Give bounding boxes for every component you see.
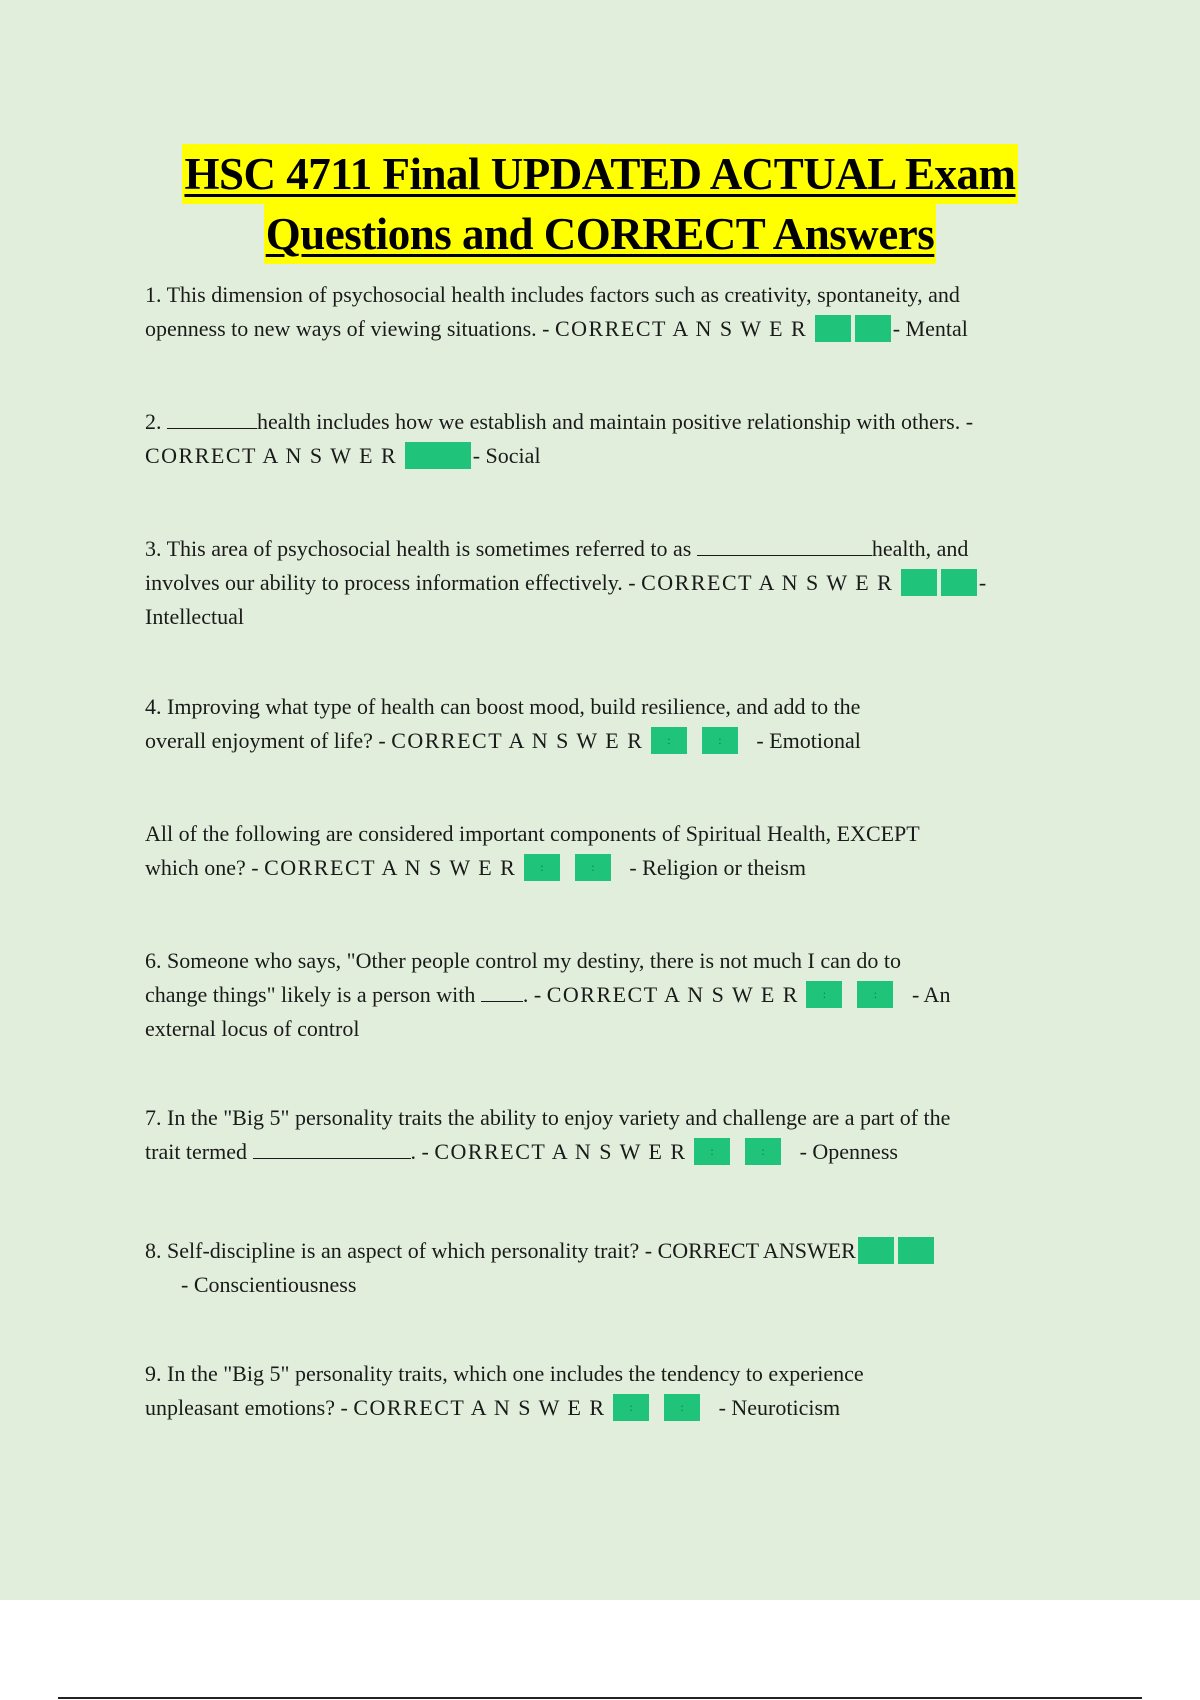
question-5-text: which one? -: [145, 855, 265, 880]
correct-answer-label: CORRECT A N S W E R: [546, 982, 799, 1007]
answer-marker-icon: :: [694, 1138, 730, 1165]
question-3-text-2: involves our ability to process information effectively. -: [145, 570, 642, 595]
question-9: [145, 1357, 1065, 1425]
question-4-text: overall enjoyment of life? -: [145, 728, 392, 753]
question-4-answer: - Emotional: [756, 728, 861, 753]
fill-in-blank: [697, 533, 872, 556]
fill-in-blank: [481, 979, 523, 1002]
question-1-answer: - Mental: [892, 316, 968, 341]
question-2-text: health includes how we establish and maintain positive relationship with others. -: [257, 409, 974, 434]
answer-marker-icon: [815, 315, 851, 342]
question-2-line-2: [145, 439, 1065, 473]
question-2-answer: - Social: [472, 443, 541, 468]
correct-answer-label: CORRECT A N S W E R: [353, 1395, 606, 1420]
question-6-line-1: 6. Someone who says, "Other people control my destiny, there is not much I can do to: [145, 948, 902, 973]
question-6-answer-line-2: external locus of control: [145, 1016, 360, 1041]
correct-answer-label: CORRECT A N S W E R: [434, 1139, 687, 1164]
question-8: [145, 1234, 1065, 1302]
correct-answer-label: CORRECT A N S W E R: [264, 855, 517, 880]
answer-marker-icon: :: [702, 727, 738, 754]
question-1-text: openness to new ways of viewing situations. -: [145, 316, 555, 341]
answer-marker-icon: [901, 569, 937, 596]
answer-marker-icon: :: [575, 854, 611, 881]
question-6: [145, 944, 1065, 1046]
correct-answer-label: CORRECT A N S W E R: [391, 728, 644, 753]
answer-marker-icon: :: [524, 854, 560, 881]
question-3-text-end: health, and: [871, 536, 969, 561]
question-5-answer: - Religion or theism: [629, 855, 806, 880]
question-7-line-2: [145, 1135, 1065, 1169]
question-6-line-2: [145, 978, 1065, 1012]
question-2-line-1: [145, 405, 1065, 439]
title-line-1: HSC 4711 Final UPDATED ACTUAL Exam: [182, 144, 1017, 204]
correct-answer-label: CORRECT ANSWER: [657, 1238, 856, 1263]
question-3: [145, 532, 1065, 634]
answer-marker-icon: [941, 569, 977, 596]
question-1: [145, 278, 1065, 346]
answer-marker-icon: :: [806, 981, 842, 1008]
answer-marker-icon: [858, 1237, 894, 1264]
question-9-line-2: [145, 1391, 1065, 1425]
answer-marker-icon: :: [857, 981, 893, 1008]
document-title: [0, 144, 1200, 264]
question-6-text: change things" likely is a person with: [145, 982, 476, 1007]
question-7-text-after-blank: . -: [410, 1139, 435, 1164]
answer-marker-icon: [405, 442, 471, 469]
question-9-text: unpleasant emotions? -: [145, 1395, 354, 1420]
correct-answer-label: CORRECT A N S W E R: [145, 443, 398, 468]
question-2: [145, 405, 1065, 473]
question-1-line-2: [145, 312, 1065, 346]
correct-answer-label: CORRECT A N S W E R: [555, 316, 808, 341]
title-line-2: Questions and CORRECT Answers: [264, 204, 937, 264]
question-1-line-1: 1. This dimension of psychosocial health includes factors such as creativity, spontaneity, and: [145, 282, 960, 307]
question-3-answer: Intellectual: [145, 604, 244, 629]
question-6-answer: - An: [911, 982, 951, 1007]
fill-in-blank: [253, 1136, 411, 1159]
question-3-line-2: [145, 566, 1065, 600]
question-9-line-1: 9. In the "Big 5" personality traits, which one includes the tendency to experience: [145, 1361, 864, 1386]
question-8-text: 8. Self-discipline is an aspect of which personality trait? -: [145, 1238, 658, 1263]
question-6-text-after-blank: . -: [522, 982, 547, 1007]
correct-answer-label: CORRECT A N S W E R: [641, 570, 894, 595]
question-7: [145, 1101, 1065, 1169]
question-8-line-1: [145, 1234, 1065, 1268]
question-5-line-2: [145, 851, 1065, 885]
footer-divider: [58, 1697, 1142, 1699]
question-9-answer: - Neuroticism: [718, 1395, 841, 1420]
answer-marker-icon: :: [613, 1394, 649, 1421]
question-4: [145, 690, 1065, 758]
question-2-number: 2.: [145, 409, 162, 434]
question-4-line-1: 4. Improving what type of health can boost mood, build resilience, and add to the: [145, 694, 861, 719]
question-5: [145, 817, 1065, 885]
question-8-answer: - Conscientiousness: [181, 1272, 357, 1297]
question-3-line-1: [145, 532, 1065, 566]
answer-marker-icon: :: [651, 727, 687, 754]
question-7-answer: - Openness: [799, 1139, 898, 1164]
question-3-text: 3. This area of psychosocial health is sometimes referred to as: [145, 536, 692, 561]
answer-marker-icon: :: [664, 1394, 700, 1421]
question-7-text: trait termed: [145, 1139, 248, 1164]
question-5-line-1: All of the following are considered important components of Spiritual Health, EXCEPT: [145, 821, 920, 846]
fill-in-blank: [167, 406, 257, 429]
question-7-line-1: 7. In the "Big 5" personality traits the ability to enjoy variety and challenge are a part of the: [145, 1105, 951, 1130]
question-4-line-2: [145, 724, 1065, 758]
answer-marker-icon: [898, 1237, 934, 1264]
answer-marker-icon: :: [745, 1138, 781, 1165]
answer-marker-icon: [855, 315, 891, 342]
question-3-dash: -: [978, 570, 987, 595]
